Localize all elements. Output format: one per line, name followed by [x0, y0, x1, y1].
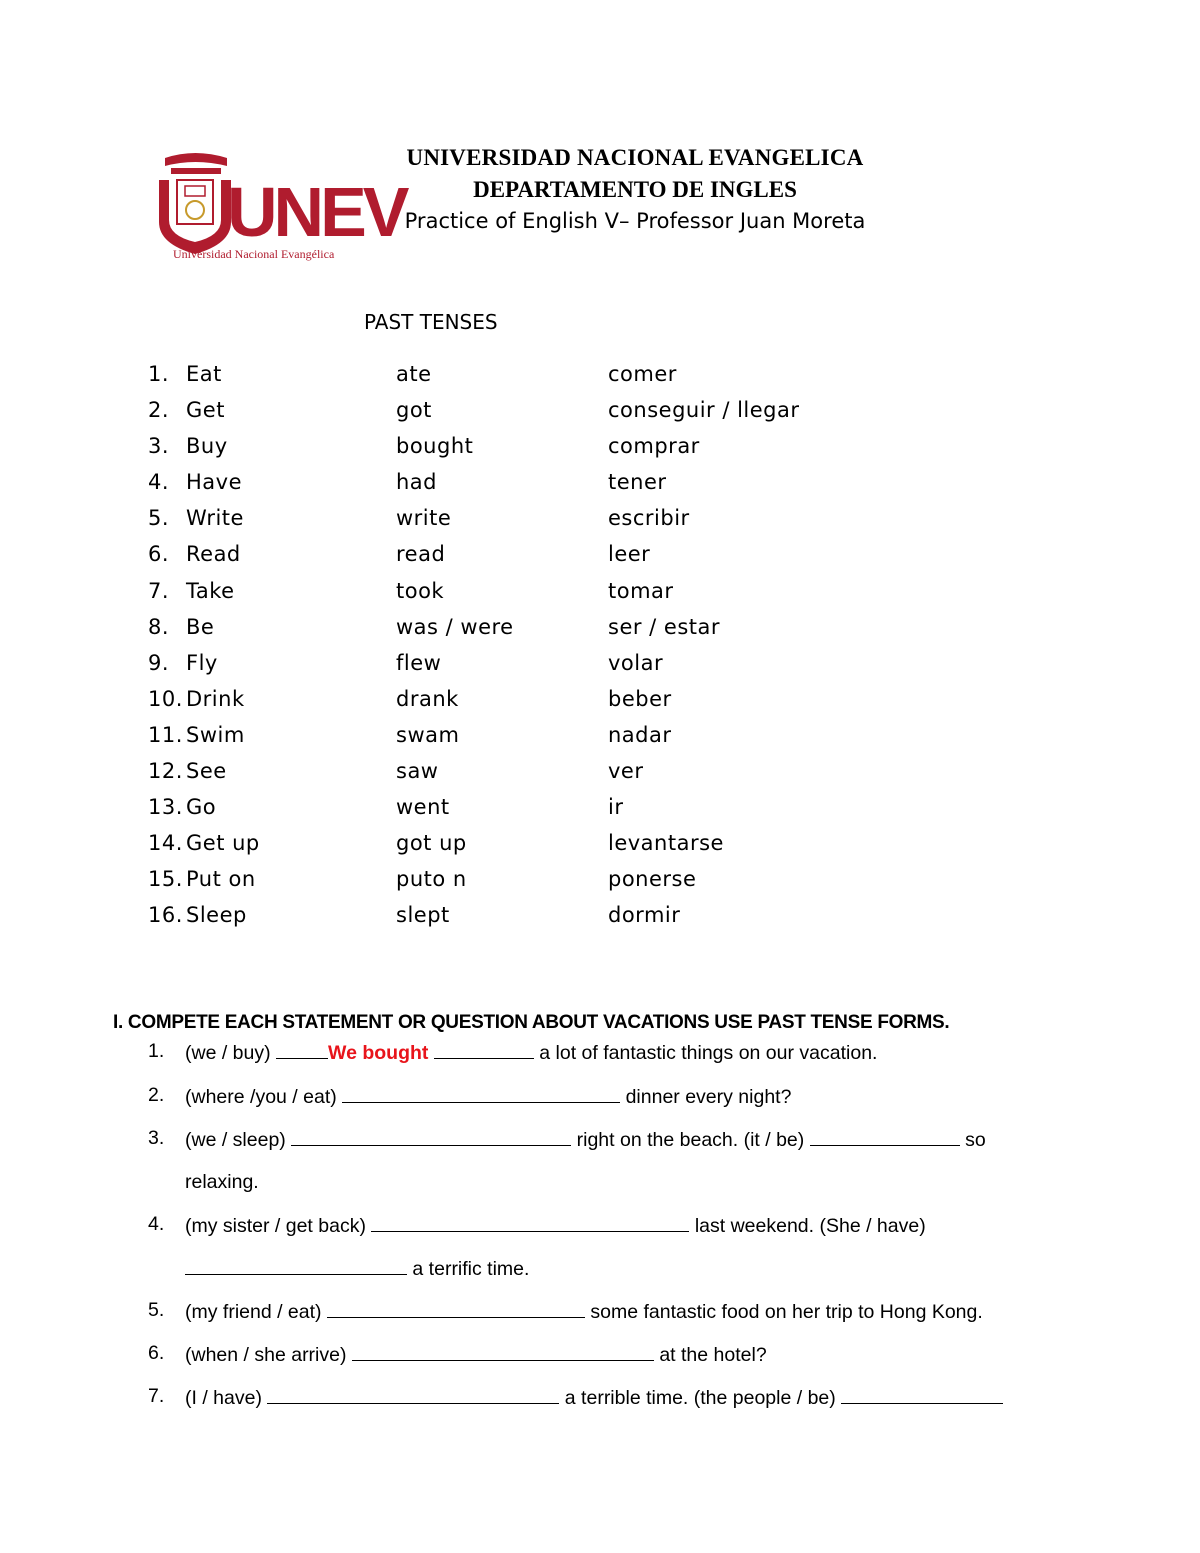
verb-spanish: ser / estar	[608, 614, 721, 639]
verb-spanish: leer	[608, 542, 651, 567]
department-name: DEPARTAMENTO DE INGLES	[473, 177, 797, 202]
verb-spanish: tomar	[608, 578, 674, 603]
verb-number: 1.	[148, 362, 170, 386]
verb-base-form: See	[186, 759, 227, 784]
answer-blank[interactable]	[327, 1299, 585, 1318]
answer-blank[interactable]	[267, 1385, 559, 1404]
verb-base-form: Get up	[186, 831, 260, 856]
item-rest: dinner every night?	[625, 1086, 792, 1108]
answer-blank[interactable]	[342, 1084, 620, 1103]
university-logo	[155, 150, 406, 261]
verb-row	[148, 396, 908, 432]
item-prompt: (where /you / eat)	[185, 1086, 337, 1108]
logo-wordmark: UNEV	[227, 173, 406, 251]
item-rest: some fantastic food on her trip to Hong Kong.	[590, 1301, 983, 1323]
verb-past-form: puto n	[396, 867, 467, 892]
verb-base-form: Sleep	[186, 903, 247, 928]
verb-number: 9.	[148, 650, 170, 675]
verb-row	[148, 865, 908, 901]
verb-spanish: ver	[608, 759, 644, 784]
verb-list	[148, 360, 908, 938]
item-prompt: (we / buy)	[185, 1042, 271, 1064]
verb-spanish: escribir	[608, 506, 690, 531]
verb-past-form: had	[396, 470, 438, 495]
answer-blank[interactable]	[841, 1385, 1003, 1404]
verb-row	[148, 432, 908, 468]
verb-base-form: Take	[186, 578, 235, 603]
verb-base-form: Put on	[186, 867, 256, 892]
verb-past-form: slept	[396, 903, 450, 928]
university-name: UNIVERSIDAD NACIONAL EVANGELICA	[406, 145, 864, 170]
item-text	[185, 1084, 791, 1109]
verb-past-form: flew	[396, 650, 442, 675]
item-rest: so	[965, 1129, 986, 1151]
verb-past-form: drank	[396, 686, 459, 711]
item-prompt: (I / have)	[185, 1387, 262, 1409]
verb-base-form: Drink	[186, 686, 245, 711]
verb-number: 13.	[148, 795, 183, 820]
item-prompt: (when / she arrive)	[185, 1344, 347, 1366]
item-rest: a lot of fantastic things on our vacation.	[539, 1042, 878, 1064]
answer-blank[interactable]	[810, 1127, 960, 1146]
item-rest: a terrible time. (the people / be)	[564, 1387, 836, 1409]
verb-number: 3.	[148, 434, 170, 459]
sample-answer: We bought	[328, 1042, 429, 1064]
item-continuation	[185, 1256, 529, 1281]
verb-spanish: tener	[608, 470, 667, 495]
answer-blank[interactable]	[371, 1213, 689, 1232]
verb-base-form: Get	[186, 398, 225, 423]
verb-past-form: write	[396, 506, 452, 531]
verb-base-form: Have	[186, 470, 243, 495]
verb-base-form: Buy	[186, 434, 228, 459]
item-text	[185, 1127, 986, 1152]
course-title: Practice of English V– Professor Juan Moreta	[404, 209, 866, 233]
item-number: 7.	[148, 1385, 165, 1407]
item-rest: at the hotel?	[659, 1344, 767, 1366]
answer-blank[interactable]	[185, 1256, 407, 1275]
verb-row	[148, 721, 908, 757]
exercise-title: I. COMPETE EACH STATEMENT OR QUESTION ABOUT VACATIONS USE PAST TENSE FORMS.	[113, 1012, 950, 1033]
item-continuation: relaxing.	[185, 1171, 259, 1193]
verb-base-form: Swim	[186, 722, 245, 747]
verb-number: 8.	[148, 614, 170, 639]
verb-row	[148, 613, 908, 649]
verb-spanish: levantarse	[608, 831, 724, 856]
verb-spanish: nadar	[608, 722, 672, 747]
item-number: 5.	[148, 1299, 165, 1321]
item-number: 6.	[148, 1342, 165, 1364]
verb-row	[148, 540, 908, 576]
verb-spanish: ir	[608, 795, 624, 820]
logo-caption: Universidad Nacional Evangélica	[173, 247, 335, 261]
verb-spanish: beber	[608, 686, 672, 711]
verb-past-form: ate	[396, 362, 432, 386]
verb-number: 12.	[148, 759, 183, 784]
verb-number: 7.	[148, 578, 170, 603]
verb-spanish: volar	[608, 650, 664, 675]
verb-spanish: dormir	[608, 903, 681, 928]
answer-blank[interactable]	[291, 1127, 571, 1146]
verb-number: 11.	[148, 722, 183, 747]
verb-number: 14.	[148, 831, 183, 856]
answer-blank[interactable]	[352, 1342, 654, 1361]
item-text	[185, 1385, 1003, 1410]
verb-row	[148, 829, 908, 865]
item-text	[185, 1342, 767, 1367]
verb-number: 2.	[148, 398, 170, 423]
verb-base-form: Read	[186, 542, 241, 567]
item-prompt: (my friend / eat)	[185, 1301, 322, 1323]
item-text	[185, 1299, 983, 1324]
verb-past-form: took	[396, 578, 445, 603]
verb-past-form: read	[396, 542, 446, 567]
verb-base-form: Fly	[186, 650, 218, 675]
verb-row	[148, 360, 908, 396]
verb-row	[148, 649, 908, 685]
verb-base-form: Write	[186, 506, 244, 531]
verb-past-form: went	[396, 795, 450, 820]
answer-blank[interactable]	[276, 1040, 328, 1059]
verb-spanish: comprar	[608, 434, 700, 459]
verb-number: 6.	[148, 542, 170, 567]
verb-past-form: was / were	[396, 614, 514, 639]
verb-past-form: got up	[396, 831, 467, 856]
verb-number: 15.	[148, 867, 183, 892]
verb-row	[148, 577, 908, 613]
item-text	[185, 1040, 877, 1065]
verb-row	[148, 504, 908, 540]
verb-past-form: bought	[396, 434, 474, 459]
item-number: 2.	[148, 1084, 165, 1106]
verb-number: 10.	[148, 686, 183, 711]
verb-row	[148, 757, 908, 793]
verb-row	[148, 793, 908, 829]
item-rest: a terrific time.	[412, 1258, 530, 1280]
item-text	[185, 1213, 926, 1238]
item-rest: last weekend. (She / have)	[694, 1215, 926, 1237]
verb-base-form: Eat	[186, 362, 222, 386]
item-number: 4.	[148, 1213, 165, 1235]
answer-blank[interactable]	[434, 1040, 534, 1059]
verb-past-form: swam	[396, 722, 460, 747]
verb-row	[148, 685, 908, 721]
verb-row	[148, 901, 908, 937]
item-rest: right on the beach. (it / be)	[576, 1129, 805, 1151]
item-prompt: (we / sleep)	[185, 1129, 286, 1151]
item-number: 1.	[148, 1040, 165, 1062]
verb-base-form: Be	[186, 614, 215, 639]
verb-number: 16.	[148, 903, 183, 928]
verb-spanish: ponerse	[608, 867, 697, 892]
verb-row	[148, 468, 908, 504]
verb-spanish: comer	[608, 362, 677, 386]
section-title: PAST TENSES	[364, 310, 498, 334]
verb-number: 5.	[148, 506, 170, 531]
verb-past-form: got	[396, 398, 432, 423]
verb-number: 4.	[148, 470, 170, 495]
item-number: 3.	[148, 1127, 165, 1149]
verb-past-form: saw	[396, 759, 439, 784]
verb-spanish: conseguir / llegar	[608, 398, 800, 423]
item-prompt: (my sister / get back)	[185, 1215, 366, 1237]
verb-base-form: Go	[186, 795, 217, 820]
